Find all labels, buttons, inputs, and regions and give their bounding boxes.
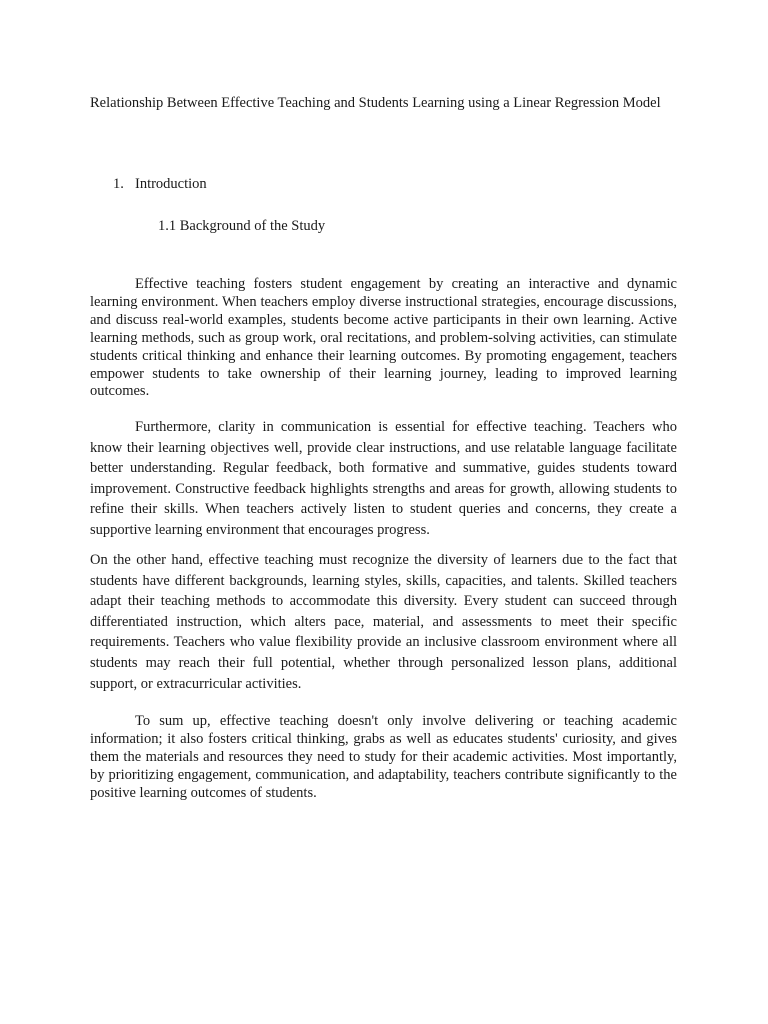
paragraph-conclusion: To sum up, effective teaching doesn't only involve delivering or teaching academic information; it also fosters critical thinking, grabs as well as educates students' curiosity, and gives them the materials and resources they need to study for their academic activities. Most importantly, by prioritizing engagement, communication, and adaptability, teachers contribute significantly to the positive learning outcomes of students.: [90, 713, 677, 801]
section-number: 1.: [113, 176, 124, 192]
section-heading-introduction: [113, 174, 207, 194]
paragraph-engagement: Effective teaching fosters student engagement by creating an interactive and dynamic learning environment. When teachers employ diverse instructional strategies, encourage discussions, and discuss real-world examples, students become active participants in their own learning. Active learning methods, such as group work, oral recitations, and problem-solving activities, can stimulate students critical thinking and enhance their learning outcomes. By promoting engagement, teachers empower students to take ownership of their learning journey, leading to improved learning outcomes.: [90, 276, 677, 400]
paragraph-communication: Furthermore, clarity in communication is essential for effective teaching. Teachers who know their learning objectives well, provide clear instructions, and use relatable language facilitate better understanding. Regular feedback, both formative and summative, guides students toward improvement. Constructive feedback highlights strengths and areas for growth, allowing students to refine their skills. When teachers actively listen to student queries and concerns, they create a supportive learning environment that encourages progress.: [90, 419, 677, 538]
document-title: Relationship Between Effective Teaching and Students Learning using a Linear Regression Model: [90, 95, 661, 111]
subsection-heading-background: 1.1 Background of the Study: [158, 218, 326, 234]
section-label: Introduction: [135, 176, 207, 192]
paragraph-diversity: On the other hand, effective teaching must recognize the diversity of learners due to the fact that students have different backgrounds, learning styles, skills, capacities, and talents. Skilled teachers adapt their teaching methods to accommodate this diversity. Every student can succeed through differentiated instruction, which alters pace, material, and assessments to meet their specific requirements. Teachers who value flexibility provide an inclusive classroom environment where all students may reach their full potential, whether through personalized lesson plans, additional support, or extracurricular activities.: [90, 552, 677, 692]
